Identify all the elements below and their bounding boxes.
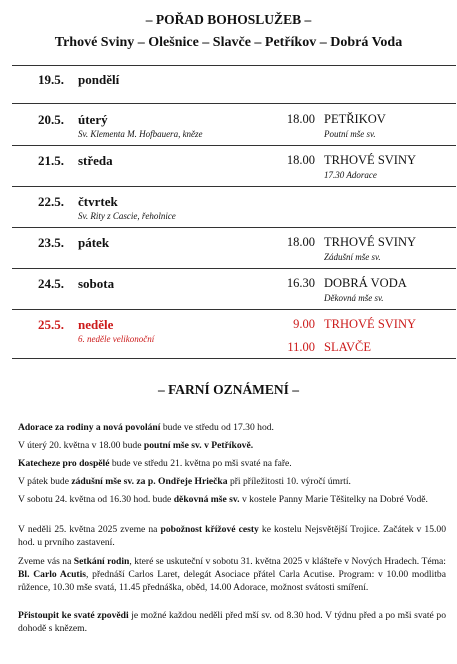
announcement xyxy=(18,555,446,594)
announcement xyxy=(18,475,446,488)
divider xyxy=(12,186,456,187)
row-note: Sv. Rity z Cascie, řeholnice xyxy=(78,211,176,221)
announcement-text: je možné každou neděli před mší sv. od 8.30 hod. V týdnu před a po mši svaté po dohodě s knězem. xyxy=(18,610,446,634)
row-time: 16.30 xyxy=(286,276,315,290)
announcement xyxy=(18,523,446,549)
announcement xyxy=(18,493,446,506)
announcement-text: V neděli 25. května 2025 zveme na xyxy=(18,524,161,535)
announcement xyxy=(18,457,446,470)
announcement-text: V pátek bude xyxy=(18,476,72,487)
announcement-bold: poutní mše sv. v Petříkově. xyxy=(143,440,254,451)
divider xyxy=(12,145,456,146)
announcement-bold: děkovná mše sv. xyxy=(173,494,240,505)
row-date: 20.5. xyxy=(38,112,64,127)
announcements-title: – FARNÍ OZNÁMENÍ – xyxy=(157,382,300,397)
divider xyxy=(12,358,456,359)
announcement xyxy=(18,439,446,452)
row-time: 18.00 xyxy=(286,235,315,249)
row-day: pátek xyxy=(78,235,110,250)
row-time: 9.00 xyxy=(293,317,315,331)
row-note: 6. neděle velikonoční xyxy=(78,334,155,344)
row-day: úterý xyxy=(78,112,108,127)
row-place-note: 17.30 Adorace xyxy=(324,170,377,180)
row-day: sobota xyxy=(78,276,115,291)
announcement-bold: pobožnost křížové cesty xyxy=(160,524,259,535)
announcement-bold: Setkání rodin xyxy=(73,556,130,567)
announcement-bold: Katecheze pro dospělé xyxy=(18,458,110,469)
row-place-note: Poutní mše sv. xyxy=(324,129,376,139)
announcement-text: bude ve středu od 17.30 hod. xyxy=(160,422,274,433)
announcement-bold: Bl. Carlo Acutis xyxy=(18,569,87,580)
divider xyxy=(12,309,456,310)
row-date: 25.5. xyxy=(38,317,64,332)
row-date: 19.5. xyxy=(38,72,64,87)
announcement-text: Zveme vás na xyxy=(18,556,74,567)
row-date: 21.5. xyxy=(38,153,64,168)
announcement-bold: zádušní mše sv. za p. Ondřeje Hriečka xyxy=(71,476,228,487)
row-place: TRHOVÉ SVINY xyxy=(324,153,417,167)
schedule-title: – POŘAD BOHOSLUŽEB – xyxy=(145,12,312,27)
row-note: Sv. Klementa M. Hofbauera, kněze xyxy=(78,129,203,139)
announcement-text: , které se uskuteční v sobotu 31. května 2025 v klášteře v Nových Hradech. Téma: xyxy=(129,556,446,567)
row-day: pondělí xyxy=(78,72,120,87)
announcement-text: bude ve středu 21. května po mši svaté na faře. xyxy=(109,458,292,469)
row-place: PETŘIKOV xyxy=(324,112,386,126)
row-time: 18.00 xyxy=(286,153,315,167)
row-time-2: 11.00 xyxy=(287,340,315,354)
announcement-bold: Přistoupit ke svaté zpovědi xyxy=(18,610,129,621)
announcement xyxy=(18,609,446,635)
divider xyxy=(12,268,456,269)
row-place: DOBRÁ VODA xyxy=(324,276,407,290)
row-place-note: Děkovná mše sv. xyxy=(324,293,384,303)
announcement xyxy=(18,421,446,434)
divider xyxy=(12,227,456,228)
announcement-text: při příležitosti 10. výročí úmrtí. xyxy=(227,476,351,487)
row-place: TRHOVÉ SVINY xyxy=(324,317,417,331)
announcement-bold: Adorace za rodiny a nová povolání xyxy=(18,422,161,433)
row-date: 23.5. xyxy=(38,235,64,250)
parishes-line: Trhové Sviny – Olešnice – Slavče – Petříkov – Dobrá Voda xyxy=(54,35,403,50)
announcement-text: , přednáší Carlos Laret, delegát Asociace přátel Carla Acutise. Program: v 10.00 modlitba růžence, 10.30 mše svatá, 11.45 přednáška, oběd, 14.00 Adorace, možnost svátosti smíření. xyxy=(18,569,446,593)
row-date: 24.5. xyxy=(38,276,64,291)
announcement-text: v kostele Panny Marie Těšitelky na Dobré Vodě. xyxy=(239,494,428,505)
row-day: středa xyxy=(78,153,113,168)
divider xyxy=(12,103,456,104)
announcement-text: ke kostelu Nejsvětější Trojice. Začátek v 15.00 hod. u prvního zastavení. xyxy=(18,524,447,548)
row-place-2: SLAVČE xyxy=(324,340,372,354)
announcement-text: V sobotu 24. května od 16.30 hod. bude xyxy=(18,494,174,505)
row-place: TRHOVÉ SVINY xyxy=(324,235,417,249)
announcement-text: V úterý 20. května v 18.00 bude xyxy=(18,440,144,451)
divider xyxy=(12,65,456,66)
row-place-note: Zádušní mše sv. xyxy=(324,252,381,262)
row-day: neděle xyxy=(78,317,114,332)
row-time: 18.00 xyxy=(286,112,315,126)
row-date: 22.5. xyxy=(38,194,64,209)
row-day: čtvrtek xyxy=(78,194,118,209)
